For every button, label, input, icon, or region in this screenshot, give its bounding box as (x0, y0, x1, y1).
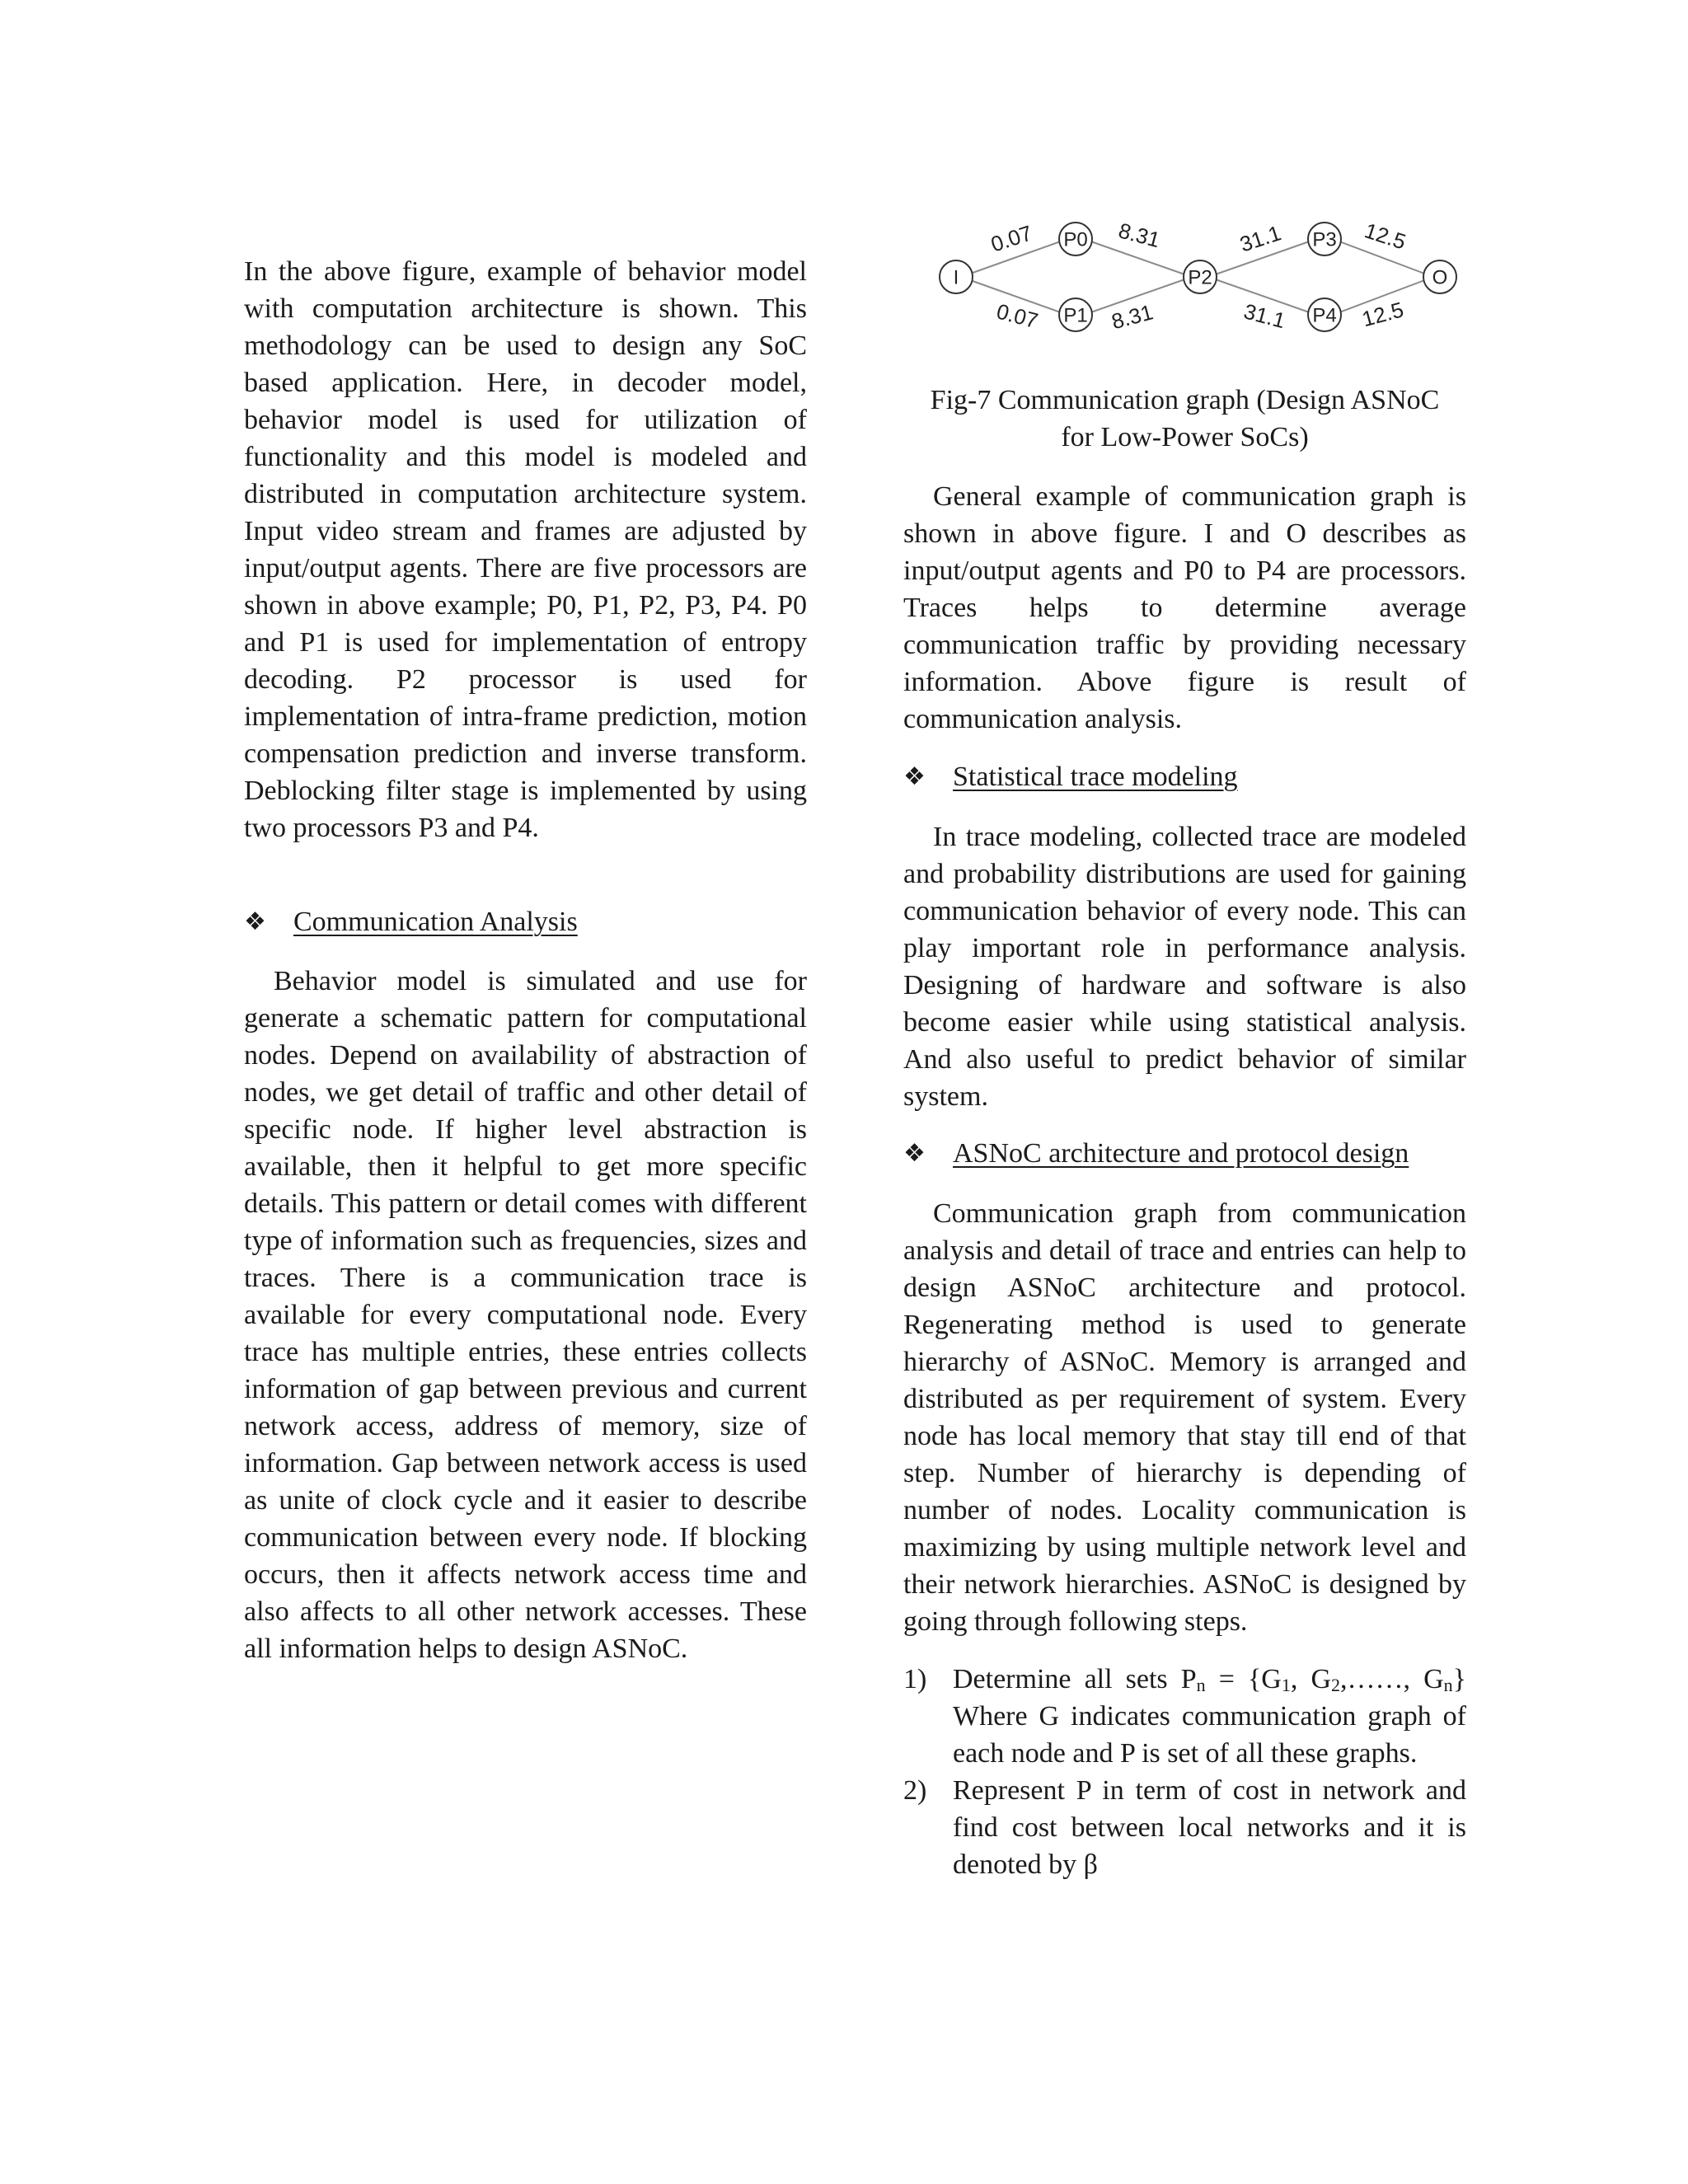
step1-text-dots: ,……, G (1340, 1664, 1444, 1694)
heading-statistical-trace-modeling (903, 758, 1466, 795)
right-paragraph-1: General example of communication graph is shown in above figure. I and O describes as input/output agents and P0 to P4 are processors. Traces helps to determine average communication traffic by providing necessary information. Above figure is result of communication analysis. (903, 481, 1466, 734)
edge-label-p2-p3: 31.1 (1236, 220, 1284, 257)
node-label-o: O (1432, 266, 1448, 289)
edge-label-p0-p2: 8.31 (1116, 218, 1163, 253)
list-item-text: Represent P in term of cost in network and find cost between local networks and it is denoted by β (953, 1775, 1466, 1880)
caption-line-2: for Low-Power SoCs) (1061, 422, 1309, 452)
node-label-i: I (953, 266, 959, 289)
heading-asnoc-architecture (903, 1135, 1466, 1172)
list-item-text (953, 1661, 1466, 1772)
edge-label-p3-o: 12.5 (1362, 218, 1409, 255)
right-paragraph-3: Communication graph from communication analysis and detail of trace and entries can help to design ASNoC architecture and protocol. Regenerating method is used to generate hierarchy of ASNoC. Memory is arranged and distributed as per requirement of system. Every node has local memory that stay till end of that step. Number of hierarchy is depending of number of nodes. Locality communication is maximizing by using multiple network level and their network hierarchies. ASNoC is designed by going through following steps. (903, 1198, 1466, 1637)
edge-label-i-p0: 0.07 (987, 220, 1035, 257)
step1-sub-1: 1 (1281, 1675, 1291, 1695)
node-label-p0: P0 (1063, 228, 1088, 251)
edge-label-p1-p2: 8.31 (1109, 299, 1156, 335)
step1-text-close: } (1452, 1664, 1466, 1694)
heading-text: Communication Analysis (293, 907, 578, 937)
edge-label-p2-p4: 31.1 (1241, 298, 1288, 334)
step1-sub-n2: n (1443, 1675, 1453, 1695)
node-label-p1: P1 (1063, 304, 1088, 327)
step1-sub-n: n (1196, 1675, 1206, 1695)
heading-communication-analysis (244, 903, 807, 940)
diamond-bullet-icon: ❖ (903, 762, 926, 791)
node-label-p2: P2 (1188, 266, 1212, 289)
list-number: 1) (903, 1664, 927, 1694)
list-item (903, 1772, 1466, 1883)
left-paragraph-2: Behavior model is simulated and use for generate a schematic pattern for computational nodes. Depend on availability of abstraction of nodes, we get detail of traffic and other detail of specific node. If higher level abstraction is available, then it helpful to get more specific details. This pattern or detail comes with different type of information such as frequencies, sizes and traces. There is a communication trace is available for every computational node. Every trace has multiple entries, these entries collects information of gap between previous and current network access, address of memory, size of information. Gap between network access is used as unite of clock cycle and it easier to describe communication between every node. If blocking occurs, then it affects network access time and also affects to all other network accesses. These all information helps to design ASNoC. (244, 966, 807, 1664)
diamond-bullet-icon: ❖ (903, 1139, 926, 1168)
communication-graph-figure (931, 206, 1467, 346)
heading-text: Statistical trace modeling (953, 762, 1238, 792)
edge-label-i-p1: 0.07 (994, 298, 1041, 334)
list-number: 2) (903, 1775, 927, 1806)
node-label-p4: P4 (1312, 304, 1337, 327)
step1-sub-2: 2 (1331, 1675, 1340, 1695)
step1-text-rest: Where G indicates communication graph of each node and P is set of all these graphs. (953, 1701, 1466, 1769)
steps-list (903, 1661, 1466, 1883)
node-label-p3: P3 (1312, 228, 1337, 251)
right-paragraph-2: In trace modeling, collected trace are modeled and probability distributions are used for gaining communication behavior of every node. This can play important role in performance analysis. Designing of hardware and software is also become easier while using statistical analysis. And also useful to predict behavior of similar system. (903, 822, 1466, 1112)
step1-text-pre: Determine all sets P (953, 1664, 1197, 1694)
communication-graph-svg (931, 206, 1467, 346)
diamond-bullet-icon: ❖ (244, 907, 266, 936)
step1-text-comma: , G (1290, 1664, 1331, 1694)
list-item (903, 1661, 1466, 1772)
edge-label-p4-o: 12.5 (1359, 297, 1406, 332)
caption-line-1: Fig-7 Communication graph (Design ASNoC (930, 385, 1440, 415)
step1-text-mid: = {G (1205, 1664, 1282, 1694)
figure-caption (903, 382, 1466, 456)
heading-text: ASNoC architecture and protocol design (953, 1138, 1409, 1169)
left-paragraph-1: In the above figure, example of behavior model with computation architecture is shown. This methodology can be used to design any SoC based application. Here, in decoder model, behavior model is used for utilization of functionality and this model is modeled and distributed in computation architecture system. Input video stream and frames are adjusted by input/output agents. There are five processors are shown in above example; P0, P1, P2, P3, P4. P0 and P1 is used for implementation of entropy decoding. P2 processor is used for implementation of intra-frame prediction, motion compensation prediction and inverse transform. Deblocking filter stage is implemented by using two processors P3 and P4. (244, 256, 807, 843)
